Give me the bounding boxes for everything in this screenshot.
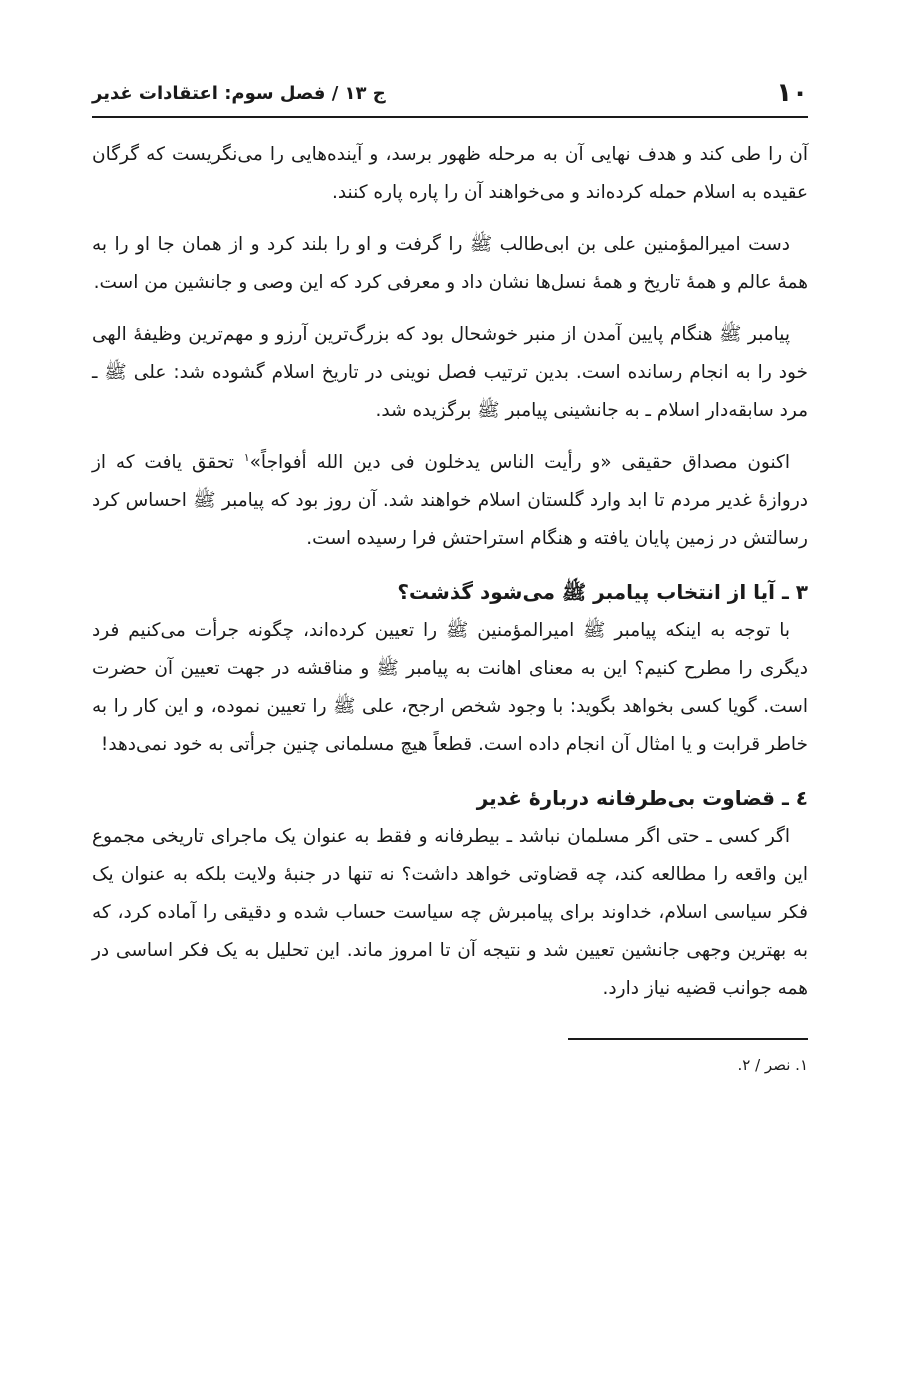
paragraph-4-before: اکنون مصداق حقیقی «و رأیت الناس یدخلون فی دین الله أفواجاً» bbox=[249, 452, 791, 473]
page-number: ۱۰ bbox=[776, 78, 808, 108]
paragraph-4-after: تحقق یافت که از دروازهٔ غدیر مردم تا ابد وارد گلستان اسلام خواهند شد. آن روز بود که پیامبر ﷺ احساس کرد رسالتش در زمین پایان یافته و هنگام استراحتش فرا رسیده است. bbox=[92, 452, 808, 549]
paragraph-4 bbox=[92, 444, 808, 558]
paragraph-5: با توجه به اینکه پیامبر ﷺ امیرالمؤمنین ﷺ را تعیین کرده‌اند، چگونه جرأت می‌کنیم فرد دیگری را مطرح کنیم؟ این به معنای اهانت به پیامبر ﷺ و مناقشه در جهت تعیین آن حضرت است. گویا کسی بخواهد بگوید: با وجود شخص ارجح، علی ﷺ را تعیین نموده، و این کار را به خاطر قرابت و یا امثال آن انجام داده است. قطعاً هیچ مسلمانی چنین جرأتی به خود نمی‌دهد! bbox=[92, 620, 808, 755]
section-heading-4: ٤ ـ قضاوت بی‌طرفانه دربارهٔ غدیر bbox=[476, 786, 808, 810]
footnote-ref-1[interactable]: ۱ bbox=[243, 450, 250, 464]
paragraph-6: اگر کسی ـ حتی اگر مسلمان نباشد ـ بیطرفانه و فقط به عنوان یک ماجرای تاریخی مجموع این واقعه را مطالعه کند، چه قضاوتی خواهد داشت؟ نه تنها در جنبهٔ ولایت بلکه به عنوان یک فکر سیاسی اسلام، خداوند برای پیامبرش چه سیاست حساب شده و دقیقی را آماده کرد، که به بهترین وجهی جانشین تعیین شد و نتیجه آن تا امروز ماند. این تحلیل به یک فکر اساسی در همه جوانب قضیه نیاز دارد. bbox=[92, 826, 808, 999]
section-heading-3: ۳ ـ آیا از انتخاب پیامبر ﷺ می‌شود گذشت؟ bbox=[397, 580, 808, 604]
footnote-divider bbox=[568, 1038, 808, 1040]
paragraph-1: آن را طی کند و هدف نهایی آن به مرحله ظهور برسد، و آینده‌هایی را می‌نگریست که گرگان عقیده به اسلام حمله کرده‌اند و می‌خواهند آن را پاره پاره کنند. bbox=[92, 144, 808, 203]
body-text bbox=[92, 136, 808, 1008]
paragraph-2: دست امیرالمؤمنین علی بن ابی‌طالب ﷺ را گرفت و او را بلند کرد و از همان جا او را به همهٔ عالم و همهٔ تاریخ و همهٔ نسل‌ها نشان داد و معرفی کرد که این وصی و جانشین من است. bbox=[92, 234, 808, 293]
paragraph-3: پیامبر ﷺ هنگام پایین آمدن از منبر خوشحال بود که بزرگ‌ترین آرزو و مهم‌ترین وظیفهٔ الهی خود را به انجام رسانده است. بدین ترتیب فصل نوینی در تاریخ اسلام گشوده شد: علی ﷺ ـ مرد سابقه‌دار اسلام ـ به جانشینی پیامبر ﷺ برگزیده شد. bbox=[92, 324, 808, 421]
book-page bbox=[92, 70, 808, 1074]
footnote-1: ۱. نصر / ۲. bbox=[737, 1056, 808, 1074]
page-header bbox=[92, 70, 808, 118]
running-title: ج ۱۳ / فصل سوم: اعتقادات غدیر bbox=[92, 82, 386, 104]
